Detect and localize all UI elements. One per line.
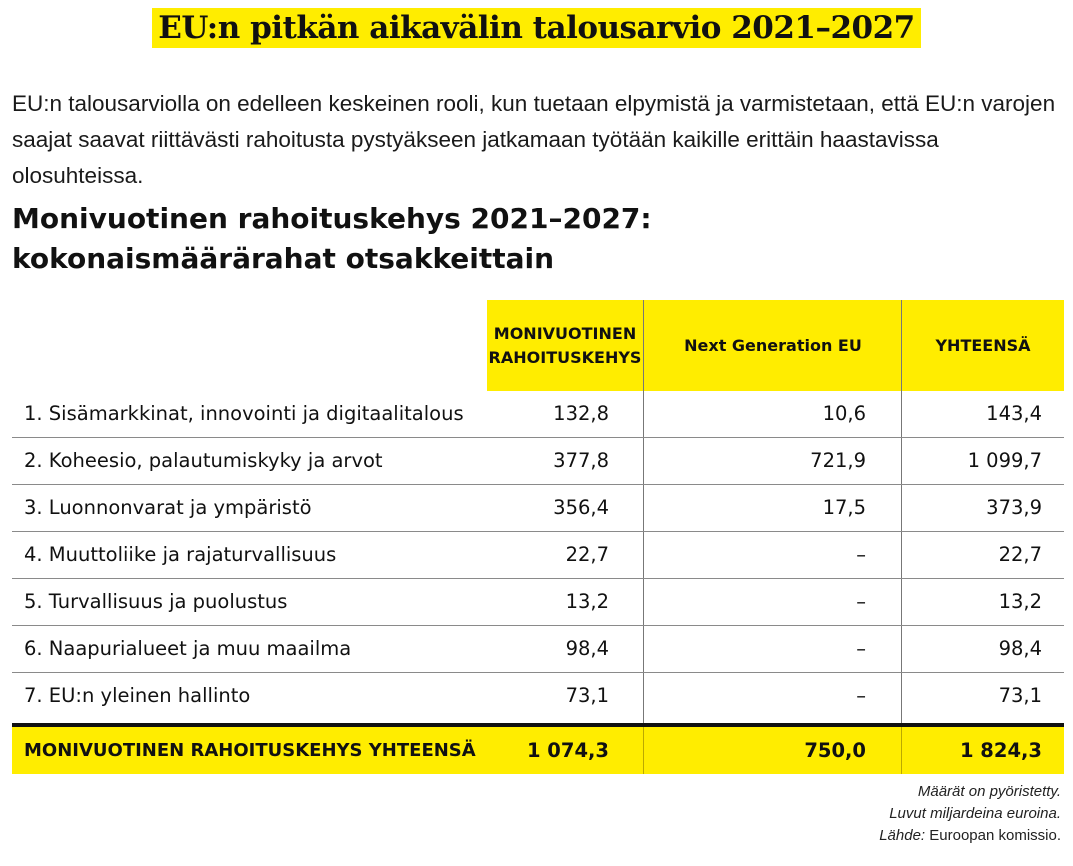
header-mff-line-1: MONIVUOTINEN bbox=[493, 323, 637, 343]
total-label: MONIVUOTINEN RAHOITUSKEHYS YHTEENSÄ bbox=[24, 740, 476, 761]
table-row bbox=[12, 391, 1064, 438]
row-ngeu-value: 10,6 bbox=[822, 402, 866, 425]
row-ngeu-value: – bbox=[856, 543, 866, 566]
row-total-value: 98,4 bbox=[998, 637, 1042, 660]
table-row bbox=[12, 532, 1064, 579]
source-label: Lähde: bbox=[879, 827, 926, 844]
header-ngeu: Next Generation EU bbox=[684, 335, 862, 355]
note-rounded: Määrät on pyöristetty. bbox=[917, 783, 1061, 800]
row-mff-value: 132,8 bbox=[553, 402, 609, 425]
header-total: YHTEENSÄ bbox=[935, 335, 1031, 355]
source-value: Euroopan komissio. bbox=[929, 827, 1061, 844]
row-mff-value: 73,1 bbox=[565, 684, 609, 707]
row-label: 1. Sisämarkkinat, innovointi ja digitaalitalous bbox=[24, 402, 464, 425]
header-mff bbox=[487, 300, 643, 391]
row-total-value: 13,2 bbox=[998, 590, 1042, 613]
row-label: 5. Turvallisuus ja puolustus bbox=[24, 590, 288, 613]
row-total-value: 22,7 bbox=[998, 543, 1042, 566]
row-ngeu-value: – bbox=[856, 590, 866, 613]
row-label: 3. Luonnonvarat ja ympäristö bbox=[24, 496, 312, 519]
intro-paragraph: EU:n talousarviolla on edelleen keskeinen rooli, kun tuetaan elpymistä ja varmistetaan, että EU:n varojen saajat saavat riittävästi rahoitusta pystyäkseen jatkamaan työtään kaikille erittäin haastavissa olosuhteissa. bbox=[12, 91, 1056, 188]
row-mff-value: 13,2 bbox=[565, 590, 609, 613]
row-ngeu-value: – bbox=[856, 684, 866, 707]
row-mff-value: 98,4 bbox=[565, 637, 609, 660]
row-mff-value: 22,7 bbox=[565, 543, 609, 566]
header-mff-line-2: RAHOITUSKEHYS bbox=[488, 347, 642, 367]
table-row bbox=[12, 485, 1064, 532]
row-total-value: 1 099,7 bbox=[967, 449, 1042, 472]
footnotes bbox=[879, 781, 1061, 847]
row-mff-value: 356,4 bbox=[553, 496, 609, 519]
table-row bbox=[12, 673, 1064, 720]
note-units: Luvut miljardeina euroina. bbox=[889, 805, 1061, 822]
total-total-value: 1 824,3 bbox=[959, 739, 1042, 762]
total-mff-value: 1 074,3 bbox=[526, 739, 609, 762]
row-label: 6. Naapurialueet ja muu maailma bbox=[24, 637, 352, 660]
total-ngeu-value: 750,0 bbox=[804, 739, 866, 762]
total-divider-1 bbox=[643, 727, 644, 774]
row-label: 7. EU:n yleinen hallinto bbox=[24, 684, 251, 707]
subtitle-line-1: Monivuotinen rahoituskehys 2021–2027: bbox=[12, 202, 652, 235]
row-total-value: 143,4 bbox=[986, 402, 1042, 425]
note-source bbox=[879, 825, 1061, 847]
row-total-value: 73,1 bbox=[998, 684, 1042, 707]
row-ngeu-value: – bbox=[856, 637, 866, 660]
table-subtitle bbox=[12, 199, 652, 279]
row-label: 2. Koheesio, palautumiskyky ja arvot bbox=[24, 449, 383, 472]
table-row bbox=[12, 626, 1064, 673]
row-label: 4. Muuttoliike ja rajaturvallisuus bbox=[24, 543, 337, 566]
row-ngeu-value: 721,9 bbox=[810, 449, 866, 472]
subtitle-line-2: kokonaismäärärahat otsakkeittain bbox=[12, 242, 555, 275]
title-container bbox=[0, 8, 1073, 48]
row-mff-value: 377,8 bbox=[553, 449, 609, 472]
table-row bbox=[12, 438, 1064, 485]
total-row bbox=[12, 727, 1064, 774]
row-ngeu-value: 17,5 bbox=[822, 496, 866, 519]
page-title: EU:n pitkän aikavälin talousarvio 2021–2027 bbox=[152, 8, 921, 48]
table-row bbox=[12, 579, 1064, 626]
row-total-value: 373,9 bbox=[986, 496, 1042, 519]
total-divider-2 bbox=[901, 727, 902, 774]
